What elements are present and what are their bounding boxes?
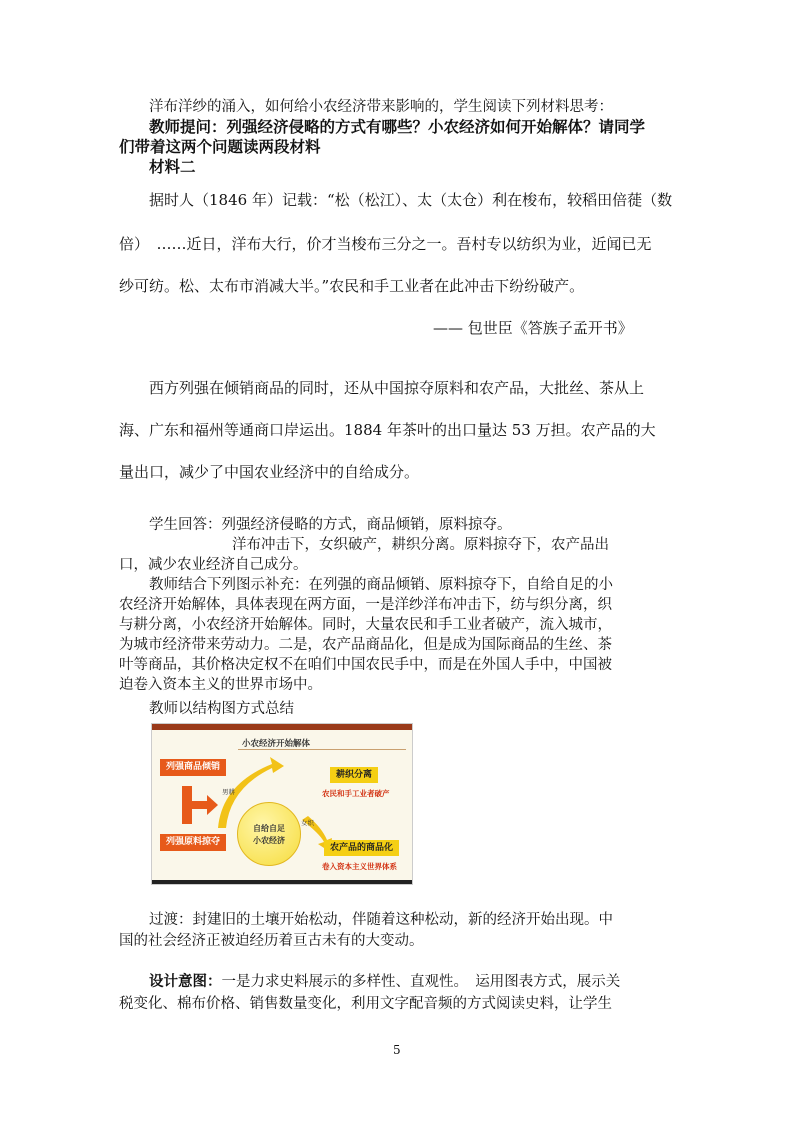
text-line: 洋布冲击下，女织破产，耕织分离。原料掠夺下，农产品出 (232, 537, 609, 553)
quote-line: 纱可纺。松、太布市消减大半。”农民和手工业者在此冲击下纷纷破产。 (119, 277, 585, 295)
text-line: 叶等商品，其价格决定权不在咱们中国农民手中，而是在外国人手中，中国被 (119, 657, 612, 673)
design-intent-label: 设计意图： (149, 974, 222, 990)
design-intent-line (149, 972, 620, 992)
text-line: 为城市经济带来劳动力。二是，农产品商品化，但是成为国际商品的生丝、茶 (119, 637, 612, 653)
design-intent-text: 一是力求史料展示的多样性、直观性。 运用图表方式，展示关 (221, 974, 621, 990)
text-line: 学生回答：列强经济侵略的方式，商品倾销，原料掠夺。 (149, 517, 512, 533)
section-label: 材料二 (149, 158, 196, 176)
text-line: 与耕分离，小农经济开始解体。同时，大量农民和手工业者破产，流入城市， (119, 617, 612, 633)
world-system-text: 卷入资本主义世界体系 (322, 862, 397, 871)
text-line: 海、广东和福州等通商口岸运出。1884 年茶叶的出口量达 53 万担。农产品的大 (119, 421, 656, 439)
text-line: 洋布洋纱的涌入，如何给小农经济带来影响的，学生阅读下列材料思考： (149, 99, 613, 115)
quote-line: 倍） ……近日，洋布大行，价才当梭布三分之一。吾村专以纺织为业，近闻已无 (119, 235, 652, 253)
center-circle (237, 802, 301, 866)
separation-box: 耕织分离 (330, 767, 378, 783)
page-number: 5 (393, 1043, 401, 1057)
plunder-box: 列强原料掠夺 (160, 834, 226, 851)
quote-source: —— 包世臣《答族子孟开书》 (433, 319, 633, 337)
bracket-arm (192, 801, 207, 809)
text-line: 教师以结构图方式总结 (149, 701, 294, 717)
text-line: 税变化、棉布价格、销售数量变化，利用文字配音频的方式阅读史料，让学生 (119, 996, 612, 1012)
text-line: 过渡：封建旧的土壤开始松动，伴随着这种松动，新的经济开始出现。中 (149, 912, 613, 928)
text-line: 国的社会经济正被迫经历着亘古未有的大变动。 (119, 933, 424, 949)
male-farm-label: 男耕 (222, 788, 235, 796)
bracket-arrowhead (207, 795, 218, 815)
text-line: 农经济开始解体，具体表现在两方面，一是洋纱洋布冲击下，纺与织分离，织 (119, 597, 612, 613)
dumping-box: 列强商品倾销 (160, 759, 226, 776)
text-line: 西方列强在倾销商品的同时，还从中国掠夺原料和农产品，大批丝、茶从上 (149, 379, 645, 397)
structure-diagram (151, 723, 413, 885)
center-label-1: 自给自足 (253, 824, 285, 833)
text-line: 口，减少农业经济自己成分。 (119, 557, 308, 573)
center-label-2: 小农经济 (253, 836, 285, 845)
bankrupt-text: 农民和手工业者破产 (322, 789, 390, 798)
diagram-footer-bar (152, 880, 412, 884)
diagram-title: 小农经济开始解体 (242, 739, 311, 749)
commodification-box: 农产品的商品化 (324, 840, 399, 856)
text-line: 教师提问：列强经济侵略的方式有哪些？小农经济如何开始解体？请同学 (149, 118, 646, 136)
text-line: 量出口，减少了中国农业经济中的自给成分。 (119, 463, 420, 481)
text-line: 迫卷入资本主义的世界市场中。 (119, 677, 322, 693)
bracket-bar (182, 786, 192, 824)
text-line: 们带着这两个问题读两段材料 (119, 138, 321, 156)
quote-line: 据时人（1846 年）记载：“松（松江）、太（太仓）利在梭布，较稻田倍蓰（数 (149, 191, 673, 209)
text-line: 教师结合下列图示补充：在列强的商品倾销、原料掠夺下，自给自足的小 (149, 577, 613, 593)
female-weave-label: 女织 (301, 819, 314, 827)
